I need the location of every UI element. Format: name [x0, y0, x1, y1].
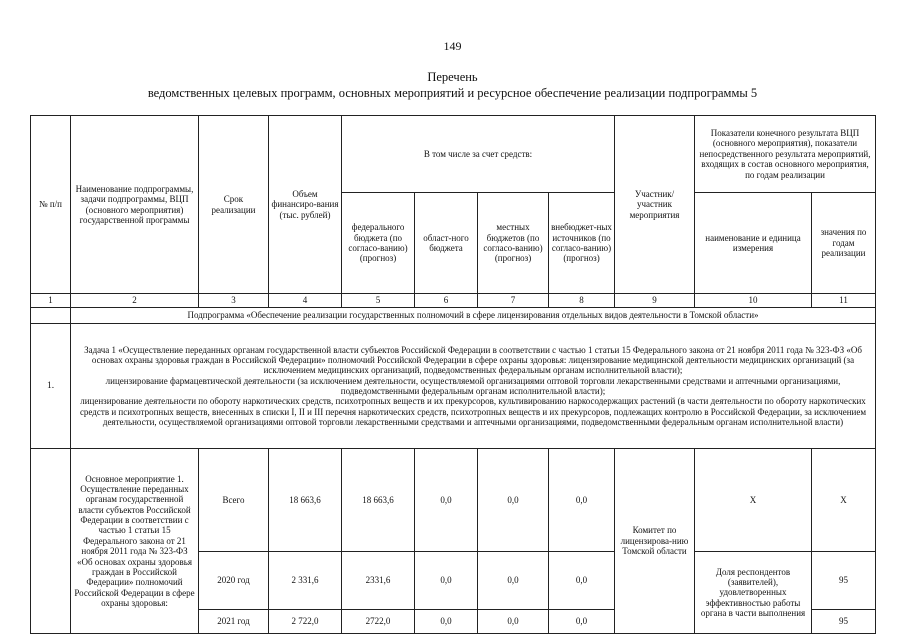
- document-title: Перечень: [427, 70, 478, 84]
- indicator-value-cell: 95: [812, 610, 876, 634]
- task-number: 1.: [31, 324, 71, 449]
- task-paragraph: Задача 1 «Осуществление переданных органам государственной власти субъектов Российской Федерации в соответствии с частью 1 статьи 15 Федерального закона от 21 ноября 2011 года № 323-ФЗ «Об основах охраны здоровья граждан в Российской Федерации» полномочий Российской Федерации в сфере охраны здоровья: лицензирование медицинской деятельности медицинских организаций (за исключением медицинских организаций, подведомственных федеральным органам исполнительной власти);: [84, 344, 862, 376]
- federal-cell: 18 663,6: [342, 449, 415, 552]
- table-row: [31, 449, 876, 552]
- regional-cell: 0,0: [415, 449, 478, 552]
- col-number: 10: [695, 294, 812, 308]
- local-cell: 0,0: [478, 449, 549, 552]
- period-cell: 2020 год: [199, 552, 269, 610]
- header-num: № п/п: [31, 116, 71, 294]
- regional-cell: 0,0: [415, 552, 478, 610]
- task-description: [71, 324, 876, 449]
- subprogram-row: Подпрограмма «Обеспечение реализации государственных полномочий в сфере лицензирования отдельных видов деятельности в Томской области»: [71, 308, 876, 324]
- header-sources-group: В том числе за счет средств:: [342, 116, 615, 193]
- header-volume: Объем финансиро-вания (тыс. рублей): [269, 116, 342, 294]
- header-participant: Участник/ участник мероприятия: [615, 116, 695, 294]
- header-ind-name: наименование и единица измерения: [695, 193, 812, 294]
- program-table: [30, 115, 876, 634]
- header-ind-value: значения по годам реализации: [812, 193, 876, 294]
- col-number: 2: [71, 294, 199, 308]
- indicator-name-cell: Доля респондентов (заявителей), удовлетворенных эффективностью работы органа в части выполнения: [695, 552, 812, 634]
- header-regional: област-ного бюджета: [415, 193, 478, 294]
- indicator-name-cell: Х: [695, 449, 812, 552]
- col-number: 3: [199, 294, 269, 308]
- header-extra: внебюджет-ных источников (по согласо-ванию) (прогноз): [549, 193, 615, 294]
- volume-cell: 2 722,0: [269, 610, 342, 634]
- volume-cell: 18 663,6: [269, 449, 342, 552]
- header-indicators-group: Показатели конечного результата ВЦП (основного мероприятия), показатели непосредственного результата мероприятий, входящих в состав основного мероприятия, по годам реализации: [695, 116, 876, 193]
- task-paragraph: лицензирование деятельности по обороту наркотических средств, психотропных веществ и их прекурсоров, культивированию наркосодержащих растений (в части деятельности по обороту наркотических средств и психотропных веществ, внесенных в списки I, II и III перечня наркотических средств, психотропных веществ и их прекурсоров, подлежащих контролю в Российской Федерации, за исключением деятельности, осуществляемой организациями оптовой торговли лекарственными средствами и аптечными организациями, подведомственными федеральным органам исполнительной власти): [79, 396, 867, 428]
- col-number: 8: [549, 294, 615, 308]
- federal-cell: 2722,0: [342, 610, 415, 634]
- page-number: 149: [443, 39, 462, 53]
- federal-cell: 2331,6: [342, 552, 415, 610]
- period-cell: 2021 год: [199, 610, 269, 634]
- extra-cell: 0,0: [549, 449, 615, 552]
- col-number: 5: [342, 294, 415, 308]
- activity-name: Основное мероприятие 1. Осуществление переданных органам государственной власти субъектов Российской Федерации в соответствии с частью 1 статьи 15 Федерального закона от 21 ноября 2011 года № 323-ФЗ «Об основах охраны здоровья граждан в Российской Федерации» полномочий Российской Федерации в сфере охраны здоровья:: [71, 449, 199, 634]
- header-name: Наименование подпрограммы, задачи подпрограммы, ВЦП (основного мероприятия) государственной программы: [71, 116, 199, 294]
- regional-cell: 0,0: [415, 610, 478, 634]
- col-number: 1: [31, 294, 71, 308]
- local-cell: 0,0: [478, 552, 549, 610]
- header-federal: федерального бюджета (по согласо-ванию) (прогноз): [342, 193, 415, 294]
- extra-cell: 0,0: [549, 552, 615, 610]
- task-paragraph: лицензирование фармацевтической деятельности (за исключением деятельности, осуществляемой организациями оптовой торговли лекарственными средствами и аптечными организациями, подведомственными федеральным органам исполнительной власти);: [105, 375, 841, 396]
- extra-cell: 0,0: [549, 610, 615, 634]
- col-number: 11: [812, 294, 876, 308]
- document-subtitle: ведомственных целевых программ, основных мероприятий и ресурсное обеспечение реализации подпрограммы 5: [147, 86, 758, 100]
- col-number: 9: [615, 294, 695, 308]
- local-cell: 0,0: [478, 610, 549, 634]
- volume-cell: 2 331,6: [269, 552, 342, 610]
- col-number: 7: [478, 294, 549, 308]
- indicator-value-cell: Х: [812, 449, 876, 552]
- col-number: 4: [269, 294, 342, 308]
- column-numbers-row: [31, 294, 876, 308]
- header-local: местных бюджетов (по согласо-ванию) (прогноз): [478, 193, 549, 294]
- participant-cell: Комитет по лицензирова-нию Томской области: [615, 449, 695, 634]
- header-period: Срок реализации: [199, 116, 269, 294]
- indicator-value-cell: 95: [812, 552, 876, 610]
- period-cell: Всего: [199, 449, 269, 552]
- col-number: 6: [415, 294, 478, 308]
